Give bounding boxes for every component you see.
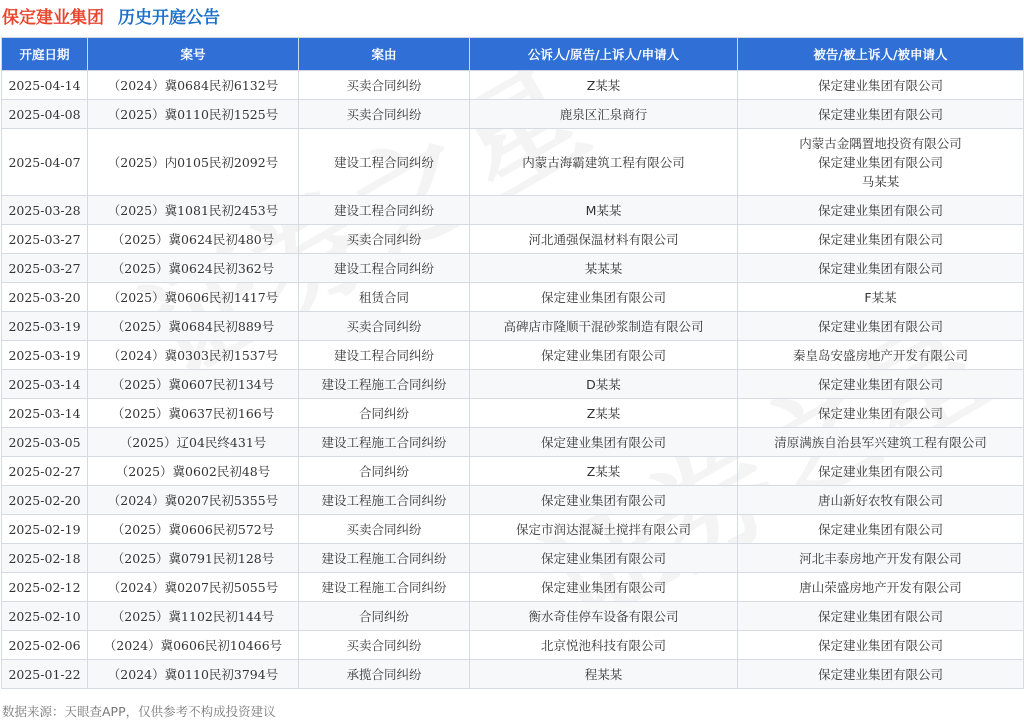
cell-defendant xyxy=(738,573,1024,602)
cell-plaintiff: 保定建业集团有限公司 xyxy=(470,486,738,515)
cell-cause: 买卖合同纠纷 xyxy=(299,312,470,341)
cell-cause: 建设工程合同纠纷 xyxy=(299,129,470,196)
cell-date: 2025-03-14 xyxy=(2,399,88,428)
cell-defendant xyxy=(738,602,1024,631)
cell-cause: 买卖合同纠纷 xyxy=(299,100,470,129)
defendant-name: 保定建业集团有限公司 xyxy=(817,376,943,392)
cell-date: 2025-02-10 xyxy=(2,602,88,631)
cell-defendant xyxy=(738,515,1024,544)
cell-plaintiff: 河北通强保温材料有限公司 xyxy=(470,225,738,254)
cell-cause: 建设工程施工合同纠纷 xyxy=(299,544,470,573)
cell-plaintiff: 内蒙古海霸建筑工程有限公司 xyxy=(470,129,738,196)
cell-plaintiff: 保定建业集团有限公司 xyxy=(470,428,738,457)
cell-cause: 买卖合同纠纷 xyxy=(299,225,470,254)
defendant-name: 唐山新好农牧有限公司 xyxy=(817,492,943,508)
table-row xyxy=(2,573,1024,602)
table-row xyxy=(2,399,1024,428)
cell-case-no: （2024）冀0303民初1537号 xyxy=(88,341,299,370)
defendant-name: 保定建业集团有限公司 xyxy=(817,666,943,682)
column-header-date: 开庭日期 xyxy=(2,38,88,71)
cell-plaintiff: 保定建业集团有限公司 xyxy=(470,341,738,370)
table-body xyxy=(2,71,1024,689)
cell-cause: 买卖合同纠纷 xyxy=(299,515,470,544)
cell-defendant xyxy=(738,129,1024,196)
cell-case-no: （2024）冀0207民初5055号 xyxy=(88,573,299,602)
defendant-name: 保定建业集团有限公司 xyxy=(817,405,943,421)
defendant-name: 保定建业集团有限公司 xyxy=(817,260,943,276)
table-row xyxy=(2,225,1024,254)
defendant-name: 河北丰泰房地产开发有限公司 xyxy=(799,550,962,566)
page-header xyxy=(0,0,1024,30)
page-title: 历史开庭公告 xyxy=(118,7,220,28)
cell-date: 2025-03-19 xyxy=(2,341,88,370)
cell-date: 2025-02-18 xyxy=(2,544,88,573)
cell-date: 2025-03-05 xyxy=(2,428,88,457)
cell-defendant xyxy=(738,100,1024,129)
cell-date: 2025-03-20 xyxy=(2,283,88,312)
hearing-table xyxy=(1,37,1024,689)
table-row xyxy=(2,660,1024,689)
cell-case-no: （2025）冀0607民初134号 xyxy=(88,370,299,399)
cell-case-no: （2024）冀0207民初5355号 xyxy=(88,486,299,515)
defendant-name: 保定建业集团有限公司 xyxy=(817,521,943,537)
defendant-name: 保定建业集团有限公司 xyxy=(817,318,943,334)
cell-plaintiff: 某某某 xyxy=(470,254,738,283)
cell-case-no: （2025）冀0606民初1417号 xyxy=(88,283,299,312)
cell-plaintiff: 北京悦池科技有限公司 xyxy=(470,631,738,660)
cell-cause: 建设工程合同纠纷 xyxy=(299,254,470,283)
table-row xyxy=(2,457,1024,486)
cell-date: 2025-03-27 xyxy=(2,254,88,283)
cell-case-no: （2025）辽04民终431号 xyxy=(88,428,299,457)
cell-date: 2025-03-28 xyxy=(2,196,88,225)
cell-case-no: （2025）冀1081民初2453号 xyxy=(88,196,299,225)
cell-date: 2025-02-27 xyxy=(2,457,88,486)
cell-defendant xyxy=(738,71,1024,100)
cell-defendant xyxy=(738,399,1024,428)
defendant-name: F某某 xyxy=(864,289,897,305)
table-row xyxy=(2,129,1024,196)
hearing-table-container xyxy=(1,37,1023,689)
cell-defendant xyxy=(738,254,1024,283)
table-row xyxy=(2,312,1024,341)
cell-date: 2025-02-19 xyxy=(2,515,88,544)
cell-date: 2025-04-14 xyxy=(2,71,88,100)
cell-defendant xyxy=(738,457,1024,486)
cell-defendant xyxy=(738,283,1024,312)
cell-cause: 建设工程施工合同纠纷 xyxy=(299,486,470,515)
defendant-name: 保定建业集团有限公司 xyxy=(817,154,943,170)
column-header-plaintiff: 公诉人/原告/上诉人/申请人 xyxy=(470,38,738,71)
defendant-name: 马某某 xyxy=(861,173,900,189)
table-row xyxy=(2,100,1024,129)
cell-date: 2025-04-08 xyxy=(2,100,88,129)
cell-cause: 合同纠纷 xyxy=(299,457,470,486)
table-header-row xyxy=(2,38,1024,71)
cell-cause: 合同纠纷 xyxy=(299,602,470,631)
cell-plaintiff: D某某 xyxy=(470,370,738,399)
defendant-name: 清原满族自治县军兴建筑工程有限公司 xyxy=(774,434,987,450)
cell-plaintiff: 鹿泉区汇泉商行 xyxy=(470,100,738,129)
defendant-name: 保定建业集团有限公司 xyxy=(817,106,943,122)
cell-defendant xyxy=(738,341,1024,370)
cell-case-no: （2025）冀0602民初48号 xyxy=(88,457,299,486)
cell-plaintiff: Z某某 xyxy=(470,399,738,428)
defendant-name: 保定建业集团有限公司 xyxy=(817,231,943,247)
cell-cause: 买卖合同纠纷 xyxy=(299,631,470,660)
cell-defendant xyxy=(738,225,1024,254)
cell-plaintiff: 保定建业集团有限公司 xyxy=(470,283,738,312)
cell-plaintiff: 保定建业集团有限公司 xyxy=(470,573,738,602)
column-header-defendant: 被告/被上诉人/被申请人 xyxy=(738,38,1024,71)
cell-cause: 合同纠纷 xyxy=(299,399,470,428)
table-row xyxy=(2,341,1024,370)
defendant-name: 秦皇岛安盛房地产开发有限公司 xyxy=(792,347,968,363)
data-source-note: 数据来源：天眼查APP，仅供参考不构成投资建议 xyxy=(2,704,276,719)
cell-defendant xyxy=(738,312,1024,341)
cell-case-no: （2024）冀0684民初6132号 xyxy=(88,71,299,100)
table-row xyxy=(2,71,1024,100)
defendant-name: 保定建业集团有限公司 xyxy=(817,608,943,624)
cell-plaintiff: Z某某 xyxy=(470,71,738,100)
cell-defendant xyxy=(738,196,1024,225)
defendant-name: 内蒙古金隅置地投资有限公司 xyxy=(799,135,962,151)
cell-case-no: （2025）冀0791民初128号 xyxy=(88,544,299,573)
cell-plaintiff: 保定建业集团有限公司 xyxy=(470,544,738,573)
cell-plaintiff: 程某某 xyxy=(470,660,738,689)
cell-defendant xyxy=(738,660,1024,689)
defendant-name: 保定建业集团有限公司 xyxy=(817,637,943,653)
cell-cause: 建设工程合同纠纷 xyxy=(299,341,470,370)
cell-case-no: （2025）冀0637民初166号 xyxy=(88,399,299,428)
cell-case-no: （2025）冀0624民初480号 xyxy=(88,225,299,254)
cell-case-no: （2025）冀0624民初362号 xyxy=(88,254,299,283)
cell-plaintiff: 高碑店市隆顺干混砂浆制造有限公司 xyxy=(470,312,738,341)
cell-plaintiff: 保定市润达混凝土搅拌有限公司 xyxy=(470,515,738,544)
cell-case-no: （2025）冀1102民初144号 xyxy=(88,602,299,631)
table-row xyxy=(2,631,1024,660)
cell-case-no: （2025）冀0684民初889号 xyxy=(88,312,299,341)
cell-cause: 买卖合同纠纷 xyxy=(299,71,470,100)
cell-date: 2025-02-06 xyxy=(2,631,88,660)
company-name: 保定建业集团 xyxy=(2,7,104,28)
cell-defendant xyxy=(738,631,1024,660)
table-row xyxy=(2,544,1024,573)
cell-cause: 承揽合同纠纷 xyxy=(299,660,470,689)
cell-plaintiff: M某某 xyxy=(470,196,738,225)
defendant-name: 保定建业集团有限公司 xyxy=(817,463,943,479)
table-row xyxy=(2,428,1024,457)
cell-plaintiff: 衡水奇佳停车设备有限公司 xyxy=(470,602,738,631)
cell-date: 2025-04-07 xyxy=(2,129,88,196)
cell-defendant xyxy=(738,370,1024,399)
defendant-name: 保定建业集团有限公司 xyxy=(817,202,943,218)
cell-defendant xyxy=(738,544,1024,573)
cell-case-no: （2025）内0105民初2092号 xyxy=(88,129,299,196)
defendant-name: 唐山荣盛房地产开发有限公司 xyxy=(799,579,962,595)
cell-date: 2025-02-20 xyxy=(2,486,88,515)
column-header-cause: 案由 xyxy=(299,38,470,71)
defendant-name: 保定建业集团有限公司 xyxy=(817,77,943,93)
cell-defendant xyxy=(738,486,1024,515)
cell-cause: 建设工程合同纠纷 xyxy=(299,196,470,225)
table-row xyxy=(2,515,1024,544)
cell-case-no: （2024）冀0110民初3794号 xyxy=(88,660,299,689)
table-row xyxy=(2,283,1024,312)
cell-date: 2025-02-12 xyxy=(2,573,88,602)
cell-date: 2025-03-14 xyxy=(2,370,88,399)
cell-date: 2025-03-19 xyxy=(2,312,88,341)
table-row xyxy=(2,254,1024,283)
column-header-case-no: 案号 xyxy=(88,38,299,71)
cell-cause: 建设工程施工合同纠纷 xyxy=(299,428,470,457)
cell-plaintiff: Z某某 xyxy=(470,457,738,486)
cell-date: 2025-01-22 xyxy=(2,660,88,689)
cell-cause: 租赁合同 xyxy=(299,283,470,312)
cell-case-no: （2025）冀0606民初572号 xyxy=(88,515,299,544)
cell-case-no: （2024）冀0606民初10466号 xyxy=(88,631,299,660)
cell-cause: 建设工程施工合同纠纷 xyxy=(299,370,470,399)
table-row xyxy=(2,486,1024,515)
cell-defendant xyxy=(738,428,1024,457)
table-row xyxy=(2,602,1024,631)
cell-cause: 建设工程施工合同纠纷 xyxy=(299,573,470,602)
table-row xyxy=(2,196,1024,225)
cell-case-no: （2025）冀0110民初1525号 xyxy=(88,100,299,129)
table-row xyxy=(2,370,1024,399)
cell-date: 2025-03-27 xyxy=(2,225,88,254)
